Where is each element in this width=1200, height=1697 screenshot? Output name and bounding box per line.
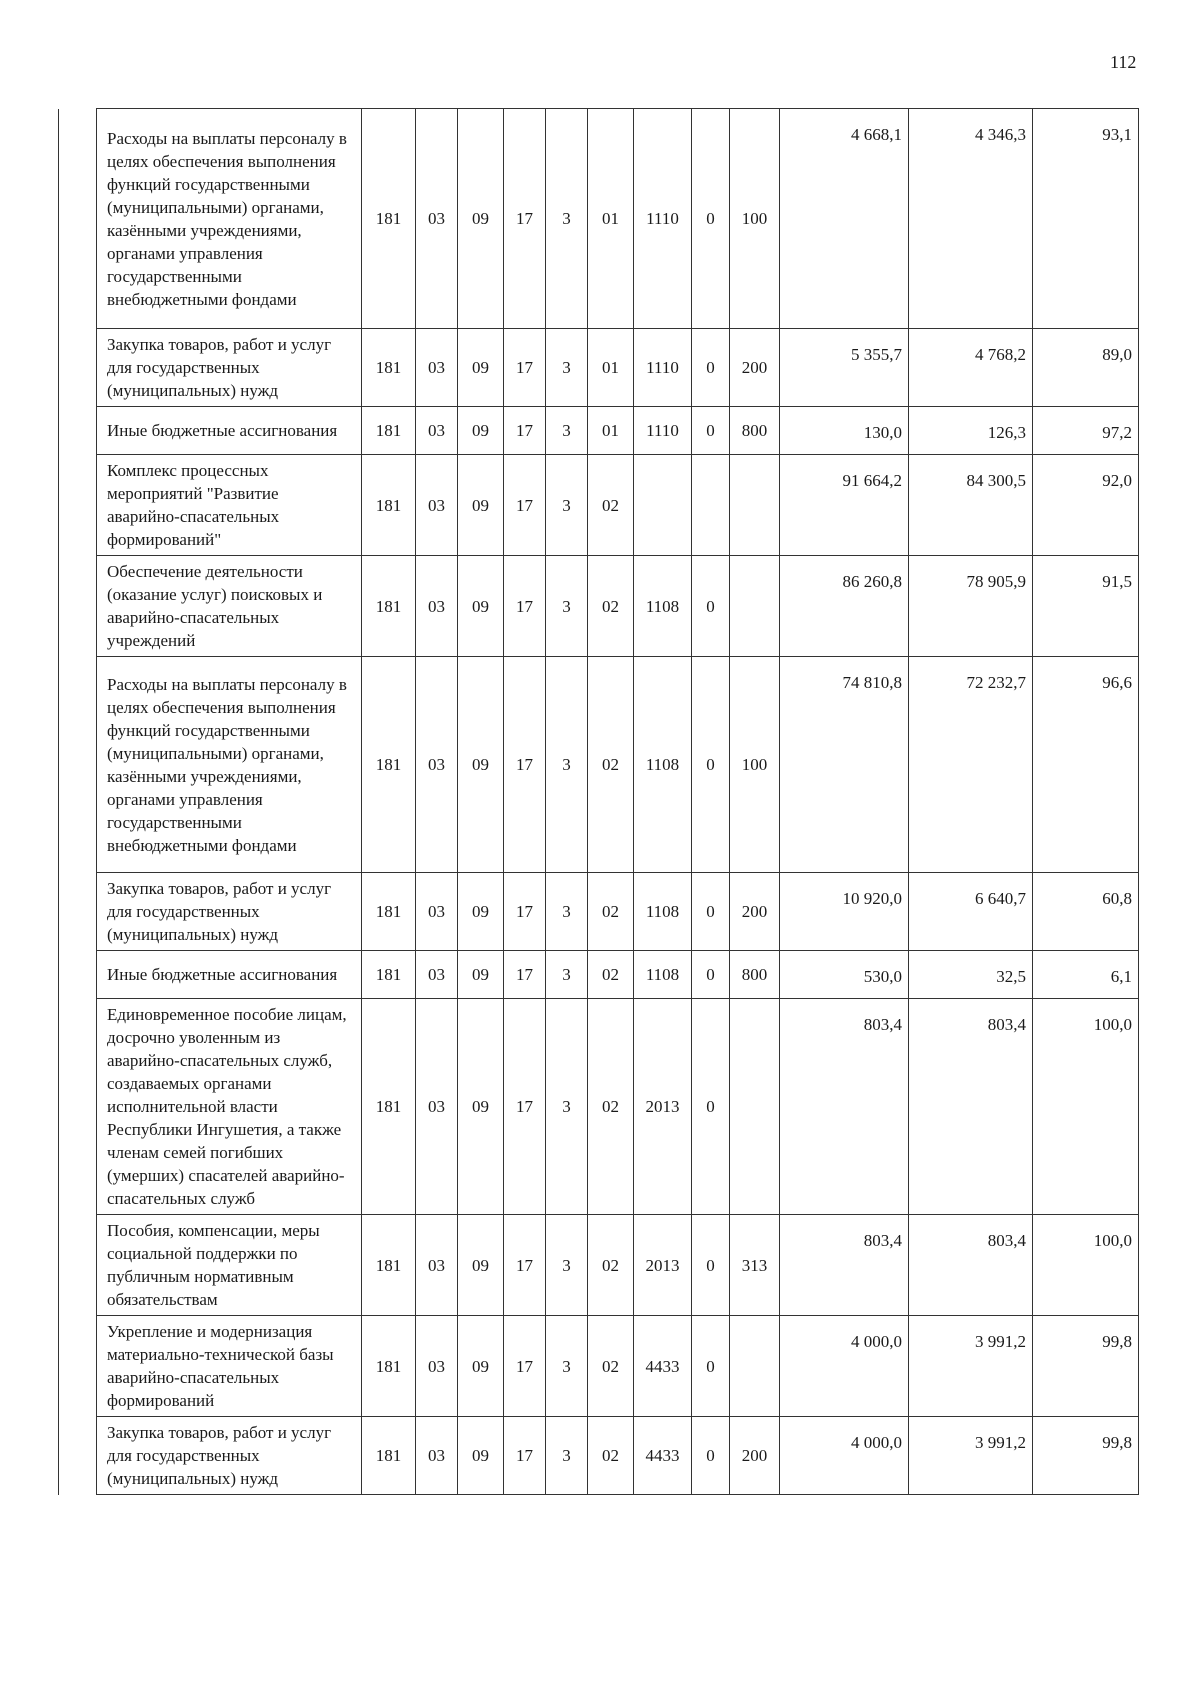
code-cell: 17 xyxy=(504,455,546,556)
code-cell: 800 xyxy=(730,407,780,455)
table-row xyxy=(59,1215,1139,1316)
code-cell: 02 xyxy=(588,873,634,951)
code-cell: 181 xyxy=(362,455,416,556)
code-cell: 4433 xyxy=(634,1316,692,1417)
code-cell xyxy=(730,455,780,556)
row-number-cell xyxy=(59,407,97,455)
plan-amount: 530,0 xyxy=(780,951,909,999)
code-cell: 03 xyxy=(416,329,458,407)
plan-amount: 4 668,1 xyxy=(780,109,909,329)
row-description: Пособия, компенсации, меры социальной поддержки по публичным нормативным обязательствам xyxy=(97,1215,362,1316)
table-row xyxy=(59,455,1139,556)
code-cell: 1108 xyxy=(634,873,692,951)
code-cell: 1108 xyxy=(634,556,692,657)
code-cell: 17 xyxy=(504,109,546,329)
fact-amount: 78 905,9 xyxy=(909,556,1033,657)
fact-amount: 72 232,7 xyxy=(909,657,1033,873)
code-cell: 0 xyxy=(692,109,730,329)
plan-amount: 130,0 xyxy=(780,407,909,455)
code-cell: 0 xyxy=(692,999,730,1215)
table-row xyxy=(59,407,1139,455)
code-cell: 3 xyxy=(546,657,588,873)
row-description: Обеспечение деятельности (оказание услуг) поисковых и аварийно-спасательных учреждений xyxy=(97,556,362,657)
code-cell: 03 xyxy=(416,455,458,556)
code-cell: 3 xyxy=(546,999,588,1215)
code-cell: 4433 xyxy=(634,1417,692,1495)
code-cell: 181 xyxy=(362,556,416,657)
row-description: Укрепление и модернизация материально-технической базы аварийно-спасательных формирований xyxy=(97,1316,362,1417)
table-row xyxy=(59,556,1139,657)
pct-amount: 91,5 xyxy=(1033,556,1139,657)
code-cell: 1110 xyxy=(634,109,692,329)
code-cell: 17 xyxy=(504,1417,546,1495)
code-cell: 0 xyxy=(692,873,730,951)
fact-amount: 3 991,2 xyxy=(909,1316,1033,1417)
fact-amount: 32,5 xyxy=(909,951,1033,999)
code-cell: 17 xyxy=(504,657,546,873)
table-row xyxy=(59,329,1139,407)
row-number-cell xyxy=(59,556,97,657)
code-cell: 17 xyxy=(504,556,546,657)
code-cell: 03 xyxy=(416,1215,458,1316)
plan-amount: 4 000,0 xyxy=(780,1417,909,1495)
pct-amount: 92,0 xyxy=(1033,455,1139,556)
row-number-cell xyxy=(59,999,97,1215)
row-number-cell xyxy=(59,1215,97,1316)
pct-amount: 6,1 xyxy=(1033,951,1139,999)
plan-amount: 5 355,7 xyxy=(780,329,909,407)
code-cell: 02 xyxy=(588,556,634,657)
code-cell: 09 xyxy=(458,455,504,556)
code-cell: 09 xyxy=(458,1316,504,1417)
code-cell: 09 xyxy=(458,999,504,1215)
code-cell: 3 xyxy=(546,1316,588,1417)
code-cell: 17 xyxy=(504,407,546,455)
fact-amount: 126,3 xyxy=(909,407,1033,455)
code-cell: 200 xyxy=(730,329,780,407)
row-number-cell xyxy=(59,329,97,407)
table-row xyxy=(59,1316,1139,1417)
plan-amount: 74 810,8 xyxy=(780,657,909,873)
code-cell: 03 xyxy=(416,999,458,1215)
code-cell: 17 xyxy=(504,329,546,407)
code-cell: 0 xyxy=(692,1316,730,1417)
budget-table xyxy=(58,108,1139,1495)
code-cell: 0 xyxy=(692,1215,730,1316)
fact-amount: 84 300,5 xyxy=(909,455,1033,556)
code-cell: 09 xyxy=(458,407,504,455)
code-cell: 800 xyxy=(730,951,780,999)
code-cell: 09 xyxy=(458,329,504,407)
code-cell: 181 xyxy=(362,407,416,455)
code-cell: 01 xyxy=(588,109,634,329)
row-number-cell xyxy=(59,951,97,999)
row-number-cell xyxy=(59,109,97,329)
row-description: Закупка товаров, работ и услуг для государственных (муниципальных) нужд xyxy=(97,329,362,407)
table-row xyxy=(59,657,1139,873)
pct-amount: 99,8 xyxy=(1033,1417,1139,1495)
row-number-cell xyxy=(59,873,97,951)
table-row xyxy=(59,873,1139,951)
plan-amount: 4 000,0 xyxy=(780,1316,909,1417)
code-cell: 181 xyxy=(362,999,416,1215)
plan-amount: 91 664,2 xyxy=(780,455,909,556)
code-cell: 3 xyxy=(546,329,588,407)
code-cell: 181 xyxy=(362,1215,416,1316)
code-cell: 3 xyxy=(546,951,588,999)
code-cell: 181 xyxy=(362,1316,416,1417)
fact-amount: 803,4 xyxy=(909,999,1033,1215)
code-cell: 1110 xyxy=(634,329,692,407)
code-cell: 03 xyxy=(416,556,458,657)
pct-amount: 99,8 xyxy=(1033,1316,1139,1417)
code-cell: 09 xyxy=(458,657,504,873)
code-cell: 3 xyxy=(546,873,588,951)
fact-amount: 803,4 xyxy=(909,1215,1033,1316)
pct-amount: 60,8 xyxy=(1033,873,1139,951)
row-description: Иные бюджетные ассигнования xyxy=(97,951,362,999)
code-cell: 3 xyxy=(546,556,588,657)
code-cell: 3 xyxy=(546,455,588,556)
code-cell: 09 xyxy=(458,951,504,999)
code-cell: 181 xyxy=(362,329,416,407)
code-cell: 0 xyxy=(692,657,730,873)
fact-amount: 4 768,2 xyxy=(909,329,1033,407)
table-row xyxy=(59,951,1139,999)
row-number-cell xyxy=(59,1417,97,1495)
code-cell: 1108 xyxy=(634,951,692,999)
code-cell xyxy=(730,556,780,657)
pct-amount: 96,6 xyxy=(1033,657,1139,873)
code-cell: 17 xyxy=(504,1316,546,1417)
code-cell: 01 xyxy=(588,329,634,407)
code-cell: 100 xyxy=(730,109,780,329)
code-cell xyxy=(692,455,730,556)
row-number-cell xyxy=(59,657,97,873)
code-cell: 02 xyxy=(588,951,634,999)
code-cell: 0 xyxy=(692,407,730,455)
pct-amount: 97,2 xyxy=(1033,407,1139,455)
code-cell: 2013 xyxy=(634,999,692,1215)
code-cell: 181 xyxy=(362,657,416,873)
row-description: Закупка товаров, работ и услуг для государственных (муниципальных) нужд xyxy=(97,873,362,951)
table-row xyxy=(59,999,1139,1215)
plan-amount: 86 260,8 xyxy=(780,556,909,657)
row-description: Единовременное пособие лицам, досрочно уволенным из аварийно-спасательных служб, создаваемых органами исполнительной власти Республики Ингушетия, а также членам семей погибших (умерших) спасателей аварийно-спасательных служб xyxy=(97,999,362,1215)
table-row xyxy=(59,109,1139,329)
row-description: Расходы на выплаты персоналу в целях обеспечения выполнения функций государственными (муниципальными) органами, казёнными учреждениями, органами управления государственными внебюджетными фондами xyxy=(97,109,362,329)
code-cell: 17 xyxy=(504,873,546,951)
row-description: Закупка товаров, работ и услуг для государственных (муниципальных) нужд xyxy=(97,1417,362,1495)
code-cell xyxy=(730,1316,780,1417)
code-cell: 17 xyxy=(504,999,546,1215)
code-cell: 03 xyxy=(416,1316,458,1417)
plan-amount: 803,4 xyxy=(780,999,909,1215)
code-cell: 0 xyxy=(692,951,730,999)
plan-amount: 803,4 xyxy=(780,1215,909,1316)
code-cell: 181 xyxy=(362,1417,416,1495)
code-cell: 3 xyxy=(546,407,588,455)
code-cell: 02 xyxy=(588,657,634,873)
code-cell xyxy=(730,999,780,1215)
code-cell: 0 xyxy=(692,1417,730,1495)
pct-amount: 100,0 xyxy=(1033,999,1139,1215)
code-cell: 3 xyxy=(546,1417,588,1495)
code-cell: 02 xyxy=(588,1316,634,1417)
fact-amount: 3 991,2 xyxy=(909,1417,1033,1495)
code-cell: 03 xyxy=(416,407,458,455)
pct-amount: 89,0 xyxy=(1033,329,1139,407)
table-row xyxy=(59,1417,1139,1495)
code-cell: 2013 xyxy=(634,1215,692,1316)
code-cell: 1110 xyxy=(634,407,692,455)
row-description: Комплекс процессных мероприятий "Развитие аварийно-спасательных формирований" xyxy=(97,455,362,556)
row-description: Расходы на выплаты персоналу в целях обеспечения выполнения функций государственными (муниципальными) органами, казёнными учреждениями, органами управления государственными внебюджетными фондами xyxy=(97,657,362,873)
code-cell: 1108 xyxy=(634,657,692,873)
code-cell: 02 xyxy=(588,1215,634,1316)
code-cell: 3 xyxy=(546,109,588,329)
row-number-cell xyxy=(59,1316,97,1417)
code-cell: 02 xyxy=(588,1417,634,1495)
page-number: 112 xyxy=(1110,52,1137,72)
code-cell: 3 xyxy=(546,1215,588,1316)
code-cell: 01 xyxy=(588,407,634,455)
code-cell: 03 xyxy=(416,109,458,329)
table-body xyxy=(59,109,1139,1495)
code-cell: 03 xyxy=(416,1417,458,1495)
code-cell: 200 xyxy=(730,1417,780,1495)
code-cell: 03 xyxy=(416,951,458,999)
code-cell: 0 xyxy=(692,556,730,657)
plan-amount: 10 920,0 xyxy=(780,873,909,951)
code-cell: 09 xyxy=(458,1215,504,1316)
pct-amount: 93,1 xyxy=(1033,109,1139,329)
code-cell: 09 xyxy=(458,1417,504,1495)
code-cell: 17 xyxy=(504,1215,546,1316)
row-number-cell xyxy=(59,455,97,556)
code-cell: 181 xyxy=(362,873,416,951)
code-cell: 313 xyxy=(730,1215,780,1316)
row-description: Иные бюджетные ассигнования xyxy=(97,407,362,455)
code-cell: 09 xyxy=(458,556,504,657)
code-cell xyxy=(634,455,692,556)
code-cell: 03 xyxy=(416,873,458,951)
code-cell: 181 xyxy=(362,951,416,999)
code-cell: 100 xyxy=(730,657,780,873)
fact-amount: 4 346,3 xyxy=(909,109,1033,329)
fact-amount: 6 640,7 xyxy=(909,873,1033,951)
code-cell: 0 xyxy=(692,329,730,407)
pct-amount: 100,0 xyxy=(1033,1215,1139,1316)
code-cell: 09 xyxy=(458,873,504,951)
code-cell: 02 xyxy=(588,455,634,556)
code-cell: 02 xyxy=(588,999,634,1215)
code-cell: 200 xyxy=(730,873,780,951)
code-cell: 03 xyxy=(416,657,458,873)
code-cell: 181 xyxy=(362,109,416,329)
code-cell: 17 xyxy=(504,951,546,999)
code-cell: 09 xyxy=(458,109,504,329)
